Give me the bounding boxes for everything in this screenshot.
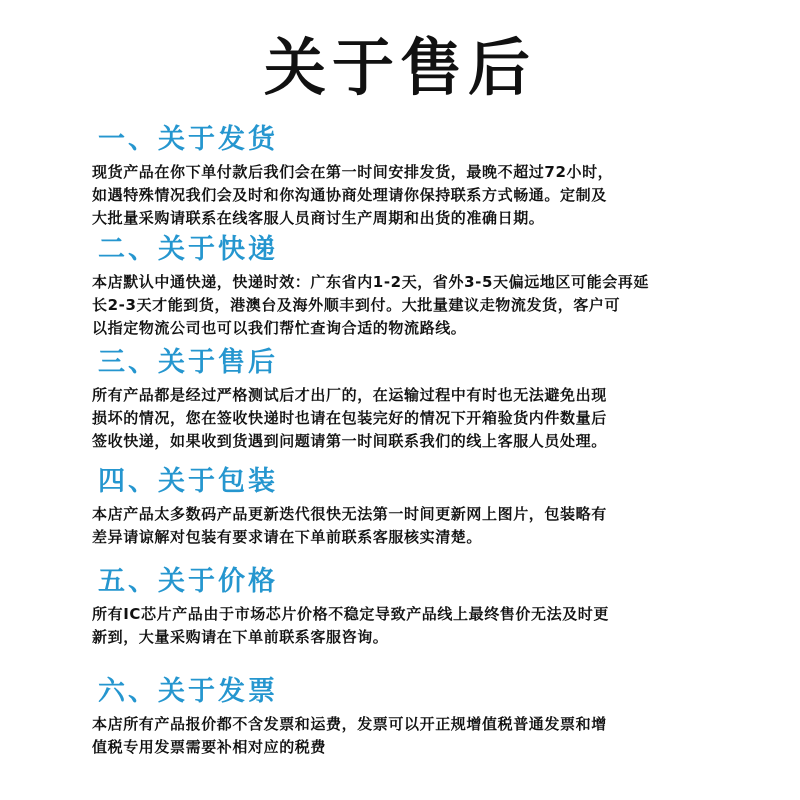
- body-line: 长2-3天才能到货，港澳台及海外顺丰到付。大批量建议走物流发货，客户可: [92, 296, 621, 314]
- body-line: 大批量采购请联系在线客服人员商讨生产周期和出货的准确日期。: [92, 209, 545, 227]
- section-body: [92, 713, 712, 759]
- body-line: 所有IC芯片产品由于市场芯片价格不稳定导致产品线上最终售价无法及时更: [92, 605, 609, 623]
- section-shipping: [92, 123, 712, 230]
- section-invoice: [92, 675, 712, 759]
- section-body: [92, 384, 712, 453]
- body-line: 本店产品太多数码产品更新迭代很快无法第一时间更新网上图片，包装略有: [92, 505, 607, 523]
- section-express-delivery: [92, 233, 712, 340]
- body-line: 如遇特殊情况我们会及时和你沟通协商处理请你保持联系方式畅通。定制及: [92, 186, 607, 204]
- section-heading: 四、关于包装: [98, 466, 278, 497]
- section-heading: 六、关于发票: [98, 676, 278, 707]
- section-heading: 一、关于发货: [98, 124, 278, 155]
- section-heading: 五、关于价格: [98, 566, 278, 597]
- section-heading: 二、关于快递: [98, 234, 278, 265]
- body-line: 签收快递，如果收到货遇到问题请第一时间联系我们的线上客服人员处理。: [92, 432, 607, 450]
- body-line: 本店所有产品报价都不含发票和运费，发票可以开正规增值税普通发票和增: [92, 715, 607, 733]
- body-line: 差异请谅解对包装有要求请在下单前联系客服核实清楚。: [92, 528, 483, 546]
- body-line: 新到，大量采购请在下单前联系客服咨询。: [92, 628, 389, 646]
- body-line: 所有产品都是经过严格测试后才出厂的，在运输过程中有时也无法避免出现: [92, 386, 607, 404]
- section-body: [92, 503, 712, 549]
- section-pricing: [92, 565, 712, 649]
- body-line: 现货产品在你下单付款后我们会在第一时间安排发货，最晚不超过72小时，: [92, 163, 614, 181]
- section-body: [92, 161, 712, 230]
- body-line: 本店默认中通快递，快递时效：广东省内1-2天，省外3-5天偏远地区可能会再延: [92, 273, 650, 291]
- page-title: 关于售后: [263, 31, 536, 104]
- section-packaging: [92, 465, 712, 549]
- section-body: [92, 271, 712, 340]
- section-body: [92, 603, 712, 649]
- section-after-sales: [92, 346, 712, 453]
- section-heading: 三、关于售后: [98, 347, 278, 378]
- body-line: 损坏的情况，您在签收快递时也请在包装完好的情况下开箱验货内件数量后: [92, 409, 607, 427]
- body-line: 以指定物流公司也可以我们帮忙查询合适的物流路线。: [92, 319, 467, 337]
- body-line: 值税专用发票需要补相对应的税费: [92, 738, 327, 756]
